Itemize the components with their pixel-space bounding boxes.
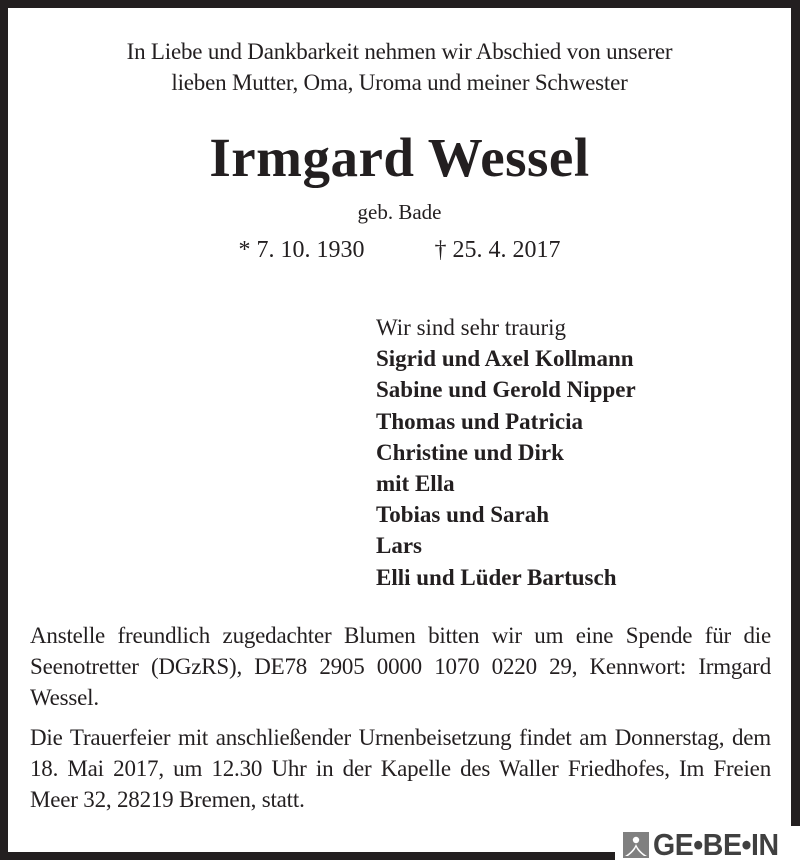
ceremony-paragraph: Die Trauerfeier mit anschließender Urnenbeisetzung findet am Donnerstag, dem 18. Mai 2017, um 12.30 Uhr in der Kapelle des Waller Friedhofes, Im Freien Meer 32, 28219 Bremen, statt. bbox=[30, 725, 771, 812]
intro-line: In Liebe und Dankbarkeit nehmen wir Abschied von unserer bbox=[126, 39, 673, 64]
mourner-name: Sigrid und Axel Kollmann bbox=[376, 346, 634, 372]
mourner-name: Lars bbox=[376, 533, 422, 559]
gebein-logo-text: GE•BE•IN bbox=[653, 827, 780, 862]
mourner-name: mit Ella bbox=[376, 471, 455, 497]
mourners-lead: Wir sind sehr traurig bbox=[376, 315, 567, 340]
mourner-name: Thomas und Patricia bbox=[376, 408, 584, 434]
birth-date: * 7. 10. 1930 bbox=[238, 237, 365, 263]
mourner-name: Tobias und Sarah bbox=[376, 502, 550, 528]
deceased-name: Irmgard Wessel bbox=[209, 127, 590, 188]
maiden-name: geb. Bade bbox=[357, 200, 442, 224]
mourner-name: Sabine und Gerold Nipper bbox=[376, 377, 636, 403]
death-notice bbox=[8, 8, 791, 862]
intro-text bbox=[8, 36, 791, 98]
mourner-name: Elli und Lüder Bartusch bbox=[376, 564, 617, 590]
life-dates bbox=[8, 234, 791, 266]
gebein-logo-icon bbox=[623, 832, 649, 858]
intro-line: lieben Mutter, Oma, Uroma und meiner Schwester bbox=[171, 70, 628, 95]
death-date: † 25. 4. 2017 bbox=[434, 237, 561, 263]
mourner-name: Christine und Dirk bbox=[376, 439, 564, 465]
donation-paragraph: Anstelle freundlich zugedachter Blumen bitten wir um eine Spende für die Seenotretter (DGzRS), DE78 2905 0000 1070 0220 29, Kennwort: Irmgard Wessel. bbox=[30, 623, 771, 710]
mourners-list bbox=[376, 312, 796, 593]
gebein-logo bbox=[615, 826, 800, 860]
